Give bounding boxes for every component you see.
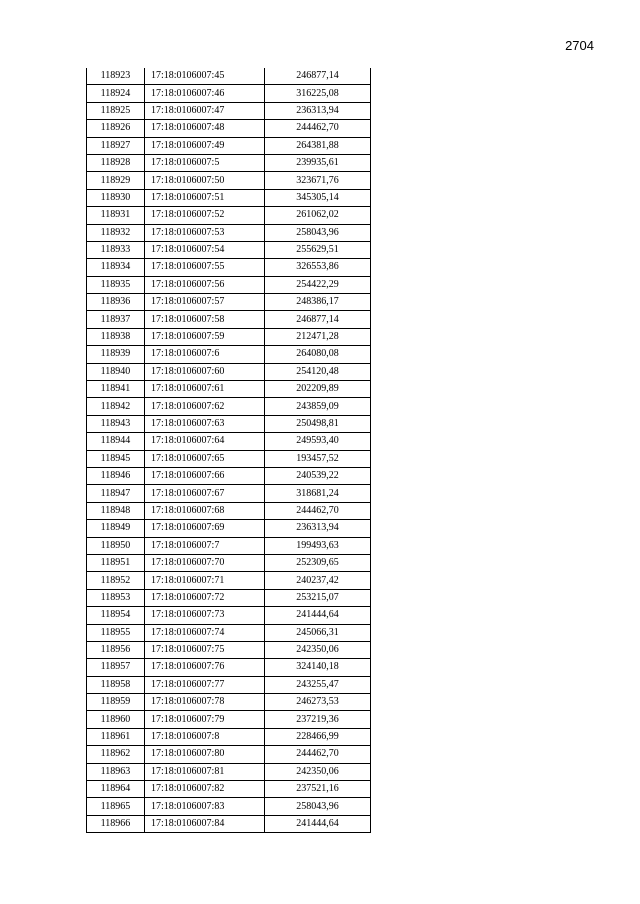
row-number-cell: 118947 — [87, 485, 145, 502]
value-cell: 326553,86 — [265, 259, 371, 276]
value-cell: 243255,47 — [265, 676, 371, 693]
table-row — [87, 815, 371, 832]
cadastral-number-cell: 17:18:0106007:51 — [145, 189, 265, 206]
table-row — [87, 102, 371, 119]
table-row — [87, 346, 371, 363]
table-row — [87, 85, 371, 102]
table-row — [87, 659, 371, 676]
value-cell: 258043,96 — [265, 224, 371, 241]
value-cell: 250498,81 — [265, 415, 371, 432]
cadastral-number-cell: 17:18:0106007:84 — [145, 815, 265, 832]
value-cell: 258043,96 — [265, 798, 371, 815]
row-number-cell: 118965 — [87, 798, 145, 815]
value-cell: 199493,63 — [265, 537, 371, 554]
row-number-cell: 118930 — [87, 189, 145, 206]
cadastral-number-cell: 17:18:0106007:64 — [145, 433, 265, 450]
value-cell: 237521,16 — [265, 781, 371, 798]
table-row — [87, 381, 371, 398]
table-body — [87, 68, 371, 833]
row-number-cell: 118948 — [87, 502, 145, 519]
value-cell: 254422,29 — [265, 276, 371, 293]
row-number-cell: 118939 — [87, 346, 145, 363]
table-row — [87, 467, 371, 484]
cadastral-number-cell: 17:18:0106007:61 — [145, 381, 265, 398]
value-cell: 254120,48 — [265, 363, 371, 380]
row-number-cell: 118940 — [87, 363, 145, 380]
value-cell: 246877,14 — [265, 311, 371, 328]
table-row — [87, 415, 371, 432]
table-row — [87, 676, 371, 693]
row-number-cell: 118936 — [87, 294, 145, 311]
value-cell: 245066,31 — [265, 624, 371, 641]
table-row — [87, 624, 371, 641]
cadastral-number-cell: 17:18:0106007:49 — [145, 137, 265, 154]
table-row — [87, 189, 371, 206]
value-cell: 202209,89 — [265, 381, 371, 398]
row-number-cell: 118923 — [87, 68, 145, 85]
table-row — [87, 485, 371, 502]
table-row — [87, 294, 371, 311]
cadastral-number-cell: 17:18:0106007:77 — [145, 676, 265, 693]
row-number-cell: 118934 — [87, 259, 145, 276]
cadastral-number-cell: 17:18:0106007:82 — [145, 781, 265, 798]
table-row — [87, 363, 371, 380]
row-number-cell: 118944 — [87, 433, 145, 450]
cadastral-number-cell: 17:18:0106007:75 — [145, 641, 265, 658]
table-row — [87, 154, 371, 171]
row-number-cell: 118926 — [87, 120, 145, 137]
value-cell: 345305,14 — [265, 189, 371, 206]
row-number-cell: 118931 — [87, 207, 145, 224]
table-row — [87, 728, 371, 745]
row-number-cell: 118927 — [87, 137, 145, 154]
value-cell: 239935,61 — [265, 154, 371, 171]
cadastral-number-cell: 17:18:0106007:69 — [145, 520, 265, 537]
table-row — [87, 120, 371, 137]
row-number-cell: 118956 — [87, 641, 145, 658]
value-cell: 316225,08 — [265, 85, 371, 102]
cadastral-number-cell: 17:18:0106007:79 — [145, 711, 265, 728]
cadastral-number-cell: 17:18:0106007:73 — [145, 607, 265, 624]
cadastral-number-cell: 17:18:0106007:81 — [145, 763, 265, 780]
row-number-cell: 118935 — [87, 276, 145, 293]
value-cell: 228466,99 — [265, 728, 371, 745]
row-number-cell: 118950 — [87, 537, 145, 554]
table-row — [87, 520, 371, 537]
table-row — [87, 763, 371, 780]
row-number-cell: 118959 — [87, 694, 145, 711]
table-row — [87, 311, 371, 328]
cadastral-number-cell: 17:18:0106007:55 — [145, 259, 265, 276]
cadastral-number-cell: 17:18:0106007:59 — [145, 328, 265, 345]
table-row — [87, 746, 371, 763]
cadastral-number-cell: 17:18:0106007:63 — [145, 415, 265, 432]
cadastral-number-cell: 17:18:0106007:7 — [145, 537, 265, 554]
cadastral-number-cell: 17:18:0106007:57 — [145, 294, 265, 311]
table-row — [87, 554, 371, 571]
cadastral-number-cell: 17:18:0106007:78 — [145, 694, 265, 711]
table-row — [87, 241, 371, 258]
row-number-cell: 118953 — [87, 589, 145, 606]
table-row — [87, 433, 371, 450]
row-number-cell: 118954 — [87, 607, 145, 624]
value-cell: 212471,28 — [265, 328, 371, 345]
value-cell: 244462,70 — [265, 502, 371, 519]
row-number-cell: 118964 — [87, 781, 145, 798]
value-cell: 243859,09 — [265, 398, 371, 415]
cadastral-number-cell: 17:18:0106007:45 — [145, 68, 265, 85]
table-row — [87, 398, 371, 415]
table-row — [87, 798, 371, 815]
cadastral-number-cell: 17:18:0106007:66 — [145, 467, 265, 484]
cadastral-number-cell: 17:18:0106007:65 — [145, 450, 265, 467]
cadastral-number-cell: 17:18:0106007:60 — [145, 363, 265, 380]
table-row — [87, 137, 371, 154]
cadastral-number-cell: 17:18:0106007:80 — [145, 746, 265, 763]
value-cell: 242350,06 — [265, 641, 371, 658]
value-cell: 324140,18 — [265, 659, 371, 676]
value-cell: 255629,51 — [265, 241, 371, 258]
value-cell: 241444,64 — [265, 815, 371, 832]
cadastral-number-cell: 17:18:0106007:6 — [145, 346, 265, 363]
value-cell: 264080,08 — [265, 346, 371, 363]
table-row — [87, 450, 371, 467]
table-row — [87, 172, 371, 189]
table-row — [87, 641, 371, 658]
value-cell: 323671,76 — [265, 172, 371, 189]
row-number-cell: 118962 — [87, 746, 145, 763]
cadastral-number-cell: 17:18:0106007:62 — [145, 398, 265, 415]
value-cell: 248386,17 — [265, 294, 371, 311]
cadastral-number-cell: 17:18:0106007:76 — [145, 659, 265, 676]
row-number-cell: 118924 — [87, 85, 145, 102]
table-row — [87, 572, 371, 589]
value-cell: 242350,06 — [265, 763, 371, 780]
table-row — [87, 537, 371, 554]
cadastral-number-cell: 17:18:0106007:8 — [145, 728, 265, 745]
row-number-cell: 118932 — [87, 224, 145, 241]
value-cell: 244462,70 — [265, 120, 371, 137]
row-number-cell: 118958 — [87, 676, 145, 693]
table-row — [87, 207, 371, 224]
value-cell: 193457,52 — [265, 450, 371, 467]
row-number-cell: 118943 — [87, 415, 145, 432]
cadastral-number-cell: 17:18:0106007:48 — [145, 120, 265, 137]
value-cell: 236313,94 — [265, 102, 371, 119]
value-cell: 240539,22 — [265, 467, 371, 484]
table-row — [87, 502, 371, 519]
row-number-cell: 118942 — [87, 398, 145, 415]
row-number-cell: 118966 — [87, 815, 145, 832]
cadastral-number-cell: 17:18:0106007:56 — [145, 276, 265, 293]
row-number-cell: 118941 — [87, 381, 145, 398]
table-row — [87, 607, 371, 624]
cadastral-number-cell: 17:18:0106007:70 — [145, 554, 265, 571]
cadastral-number-cell: 17:18:0106007:83 — [145, 798, 265, 815]
table-row — [87, 781, 371, 798]
cadastral-number-cell: 17:18:0106007:53 — [145, 224, 265, 241]
value-cell: 236313,94 — [265, 520, 371, 537]
cadastral-number-cell: 17:18:0106007:67 — [145, 485, 265, 502]
table-row — [87, 694, 371, 711]
row-number-cell: 118933 — [87, 241, 145, 258]
row-number-cell: 118938 — [87, 328, 145, 345]
data-table — [86, 68, 371, 833]
row-number-cell: 118945 — [87, 450, 145, 467]
value-cell: 237219,36 — [265, 711, 371, 728]
table-row — [87, 68, 371, 85]
value-cell: 244462,70 — [265, 746, 371, 763]
row-number-cell: 118929 — [87, 172, 145, 189]
row-number-cell: 118960 — [87, 711, 145, 728]
cadastral-number-cell: 17:18:0106007:54 — [145, 241, 265, 258]
value-cell: 253215,07 — [265, 589, 371, 606]
row-number-cell: 118963 — [87, 763, 145, 780]
row-number-cell: 118952 — [87, 572, 145, 589]
cadastral-number-cell: 17:18:0106007:47 — [145, 102, 265, 119]
cadastral-number-cell: 17:18:0106007:50 — [145, 172, 265, 189]
cadastral-number-cell: 17:18:0106007:74 — [145, 624, 265, 641]
value-cell: 241444,64 — [265, 607, 371, 624]
row-number-cell: 118951 — [87, 554, 145, 571]
value-cell: 318681,24 — [265, 485, 371, 502]
value-cell: 252309,65 — [265, 554, 371, 571]
row-number-cell: 118925 — [87, 102, 145, 119]
value-cell: 261062,02 — [265, 207, 371, 224]
cadastral-number-cell: 17:18:0106007:52 — [145, 207, 265, 224]
row-number-cell: 118955 — [87, 624, 145, 641]
row-number-cell: 118937 — [87, 311, 145, 328]
value-cell: 240237,42 — [265, 572, 371, 589]
cadastral-number-cell: 17:18:0106007:72 — [145, 589, 265, 606]
value-cell: 249593,40 — [265, 433, 371, 450]
row-number-cell: 118928 — [87, 154, 145, 171]
table-row — [87, 224, 371, 241]
cadastral-number-cell: 17:18:0106007:71 — [145, 572, 265, 589]
table-row — [87, 259, 371, 276]
cadastral-number-cell: 17:18:0106007:5 — [145, 154, 265, 171]
table-row — [87, 276, 371, 293]
table-row — [87, 328, 371, 345]
row-number-cell: 118957 — [87, 659, 145, 676]
row-number-cell: 118946 — [87, 467, 145, 484]
value-cell: 264381,88 — [265, 137, 371, 154]
cadastral-number-cell: 17:18:0106007:68 — [145, 502, 265, 519]
table-row — [87, 589, 371, 606]
page-number: 2704 — [565, 38, 594, 53]
value-cell: 246877,14 — [265, 68, 371, 85]
value-cell: 246273,53 — [265, 694, 371, 711]
cadastral-number-cell: 17:18:0106007:46 — [145, 85, 265, 102]
table-row — [87, 711, 371, 728]
cadastral-number-cell: 17:18:0106007:58 — [145, 311, 265, 328]
row-number-cell: 118949 — [87, 520, 145, 537]
row-number-cell: 118961 — [87, 728, 145, 745]
